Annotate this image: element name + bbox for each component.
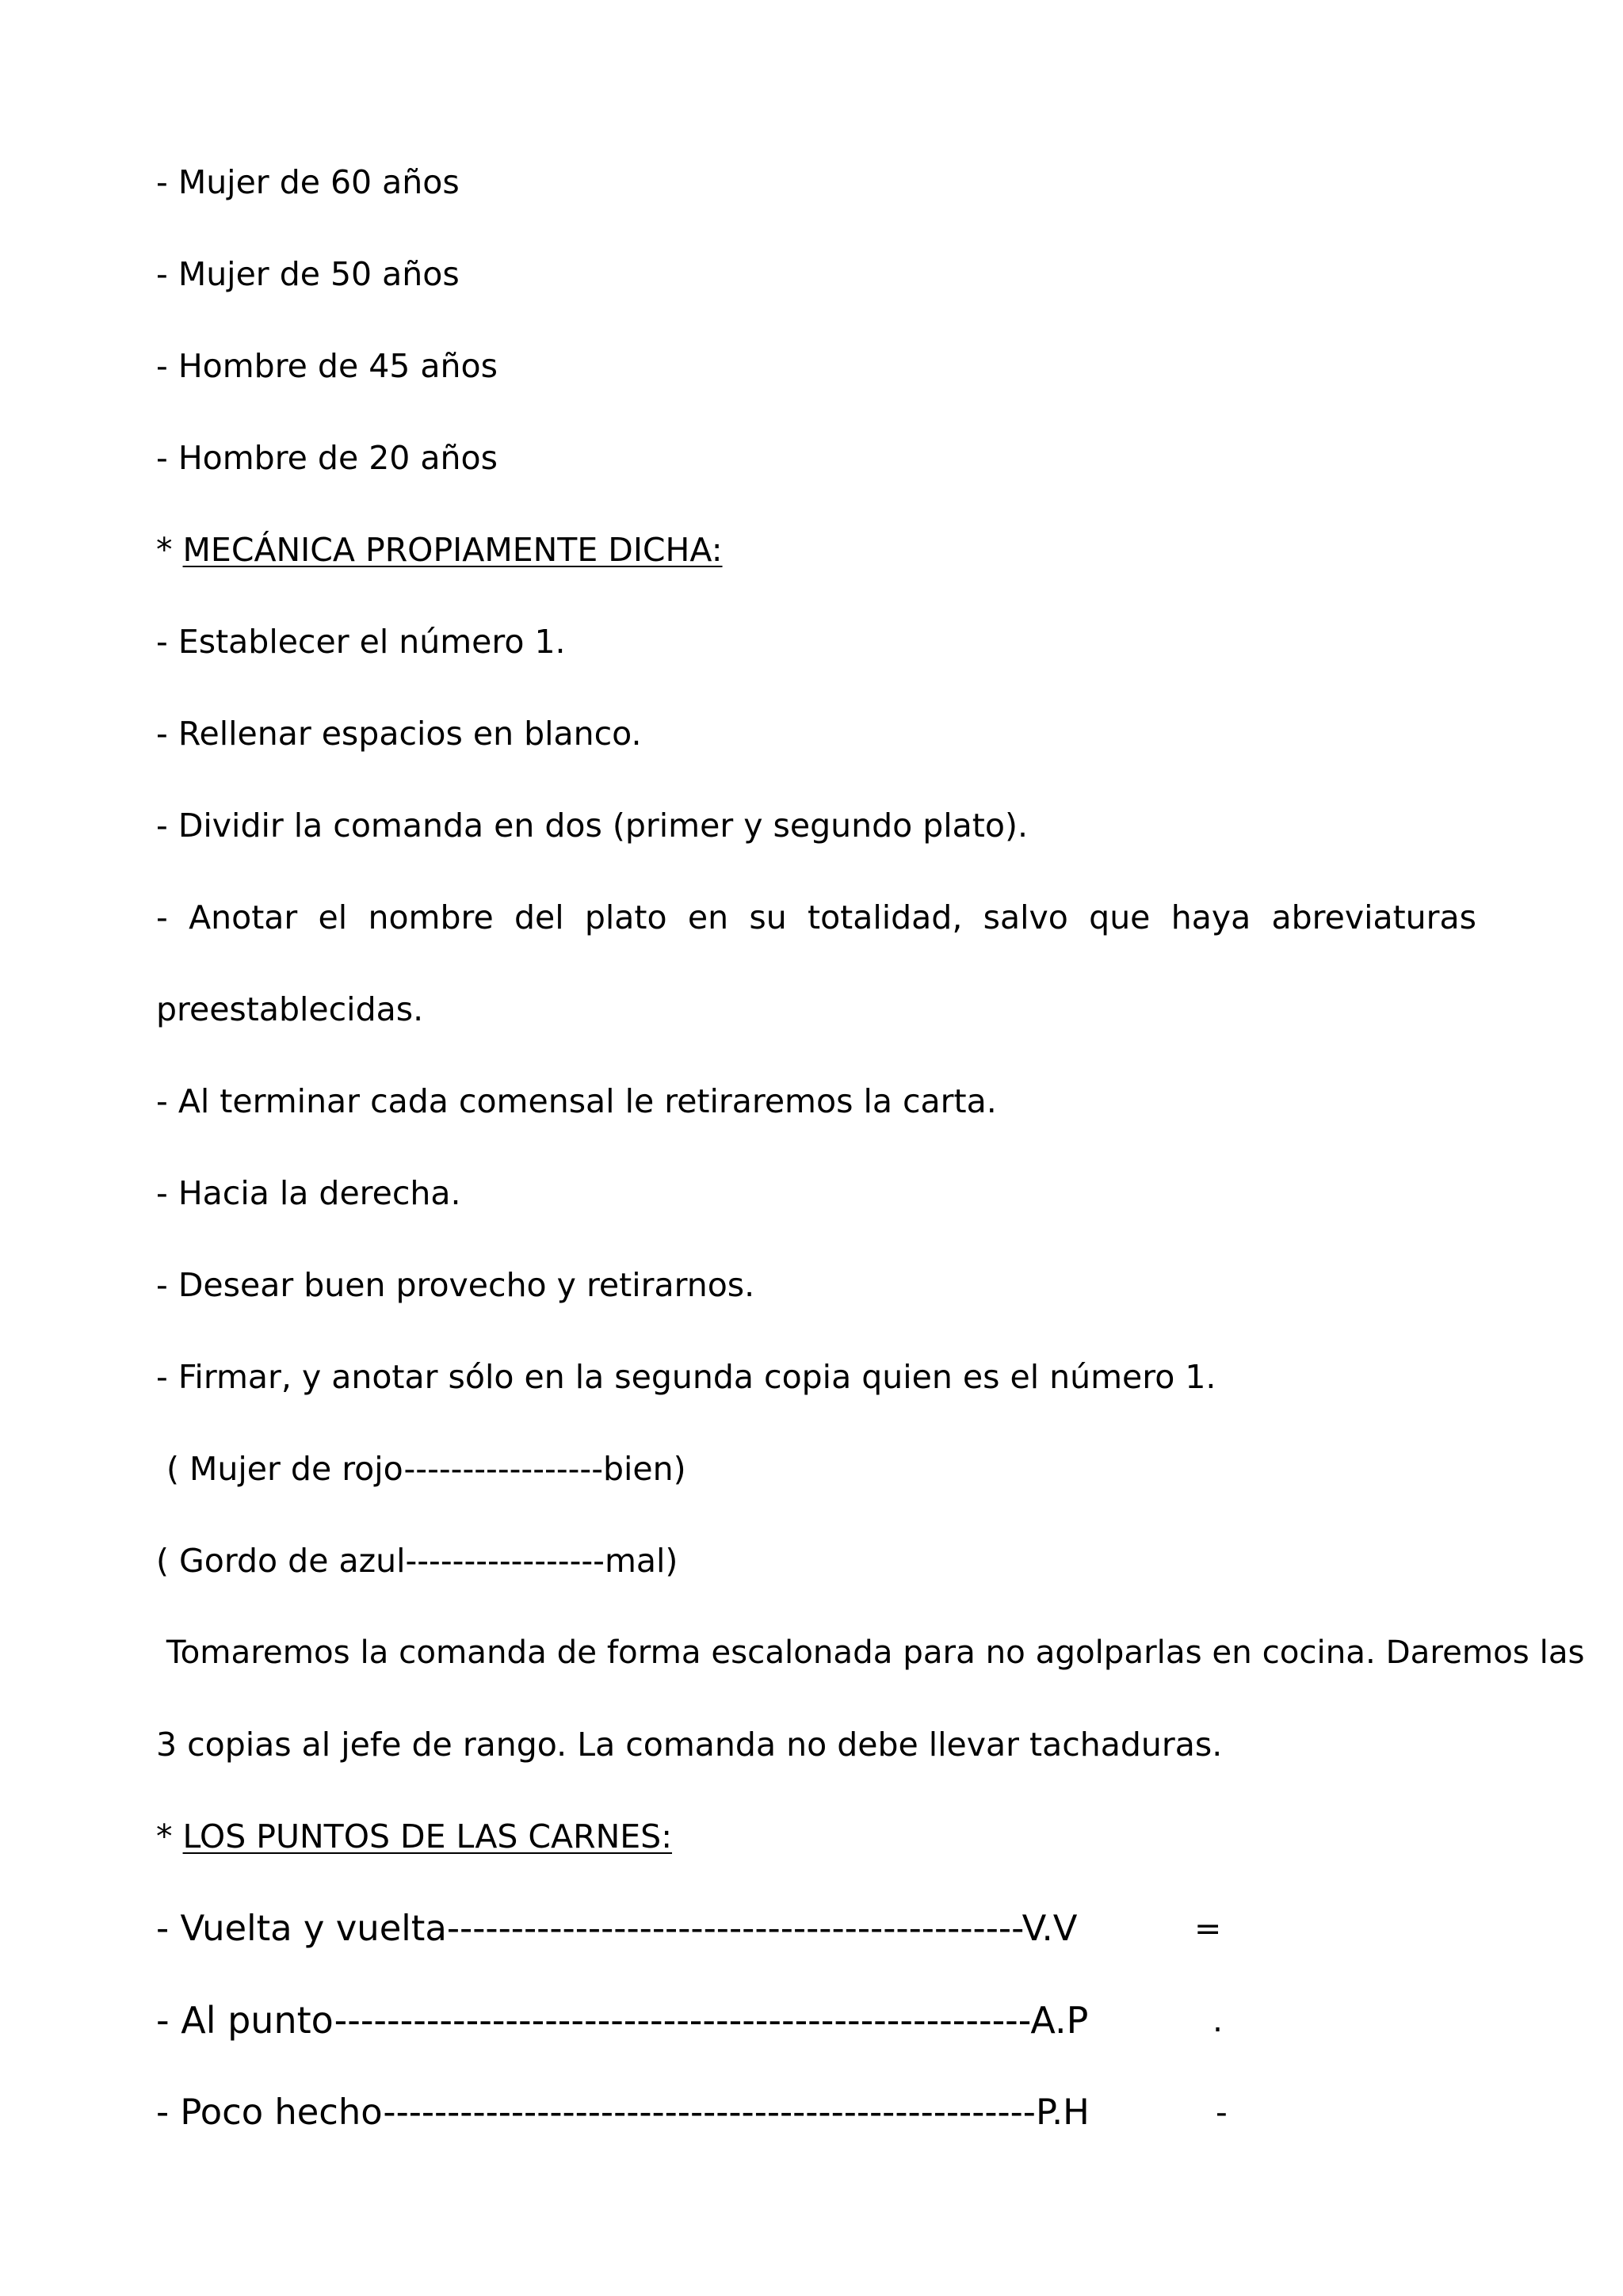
list-item: - Rellenar espacios en blanco. <box>156 715 642 753</box>
list-item: - Hacia la derecha. <box>156 1174 461 1212</box>
word: abreviaturas <box>1271 898 1476 936</box>
list-item-continuation: preestablecidas. <box>156 990 424 1028</box>
word: - <box>156 898 168 936</box>
meat-point-symbol: . <box>1212 2001 1224 2039</box>
word: haya <box>1170 898 1251 936</box>
word: Anotar <box>189 898 298 936</box>
list-item: - Establecer el número 1. <box>156 623 566 661</box>
list-item: - Mujer de 60 años <box>156 163 460 201</box>
meat-point-symbol: = <box>1194 1909 1222 1947</box>
word: su <box>749 898 787 936</box>
list-item: - Mujer de 50 años <box>156 255 460 293</box>
word: en <box>687 898 729 936</box>
meat-point-row: - Poco hecho---------------------------------------------------P.H <box>156 2091 1090 2133</box>
example-line: ( Gordo de azul-----------------mal) <box>156 1542 678 1580</box>
word: salvo <box>983 898 1068 936</box>
heading-prefix: * <box>156 1817 183 1855</box>
paragraph-line: 3 copias al jefe de rango. La comanda no debe llevar tachaduras. <box>156 1726 1223 1764</box>
heading-text: LOS PUNTOS DE LAS CARNES: <box>182 1817 673 1855</box>
word: del <box>514 898 564 936</box>
meat-point-row: - Al punto-----------------------------------------------------A.P <box>156 1999 1089 2042</box>
list-item: - Dividir la comanda en dos (primer y segundo plato). <box>156 807 1028 845</box>
section-heading-puntos <box>156 1817 672 1856</box>
list-item: - Firmar, y anotar sólo en la segunda copia quien es el número 1. <box>156 1358 1216 1396</box>
word: plato <box>584 898 667 936</box>
heading-prefix: * <box>156 531 183 569</box>
word: nombre <box>368 898 494 936</box>
paragraph-line: Tomaremos la comanda de forma escalonada para no agolparlas en cocina. Daremos las <box>156 1634 1585 1671</box>
word: totalidad, <box>808 898 963 936</box>
meat-point-row: - Vuelta y vuelta---------------------------------------------V.V <box>156 1907 1078 1949</box>
list-item: - Hombre de 45 años <box>156 347 498 385</box>
word: que <box>1089 898 1151 936</box>
list-item: - Al terminar cada comensal le retiraremos la carta. <box>156 1082 997 1120</box>
example-line: ( Mujer de rojo-----------------bien) <box>156 1450 686 1488</box>
list-item: - Hombre de 20 años <box>156 439 498 477</box>
list-item: - Desear buen provecho y retirarnos. <box>156 1266 755 1304</box>
section-heading-mecanica <box>156 530 723 570</box>
meat-point-symbol: - <box>1216 2093 1228 2131</box>
word: el <box>318 898 348 936</box>
justified-list-item <box>156 898 1476 937</box>
heading-text: MECÁNICA PROPIAMENTE DICHA: <box>182 531 723 569</box>
